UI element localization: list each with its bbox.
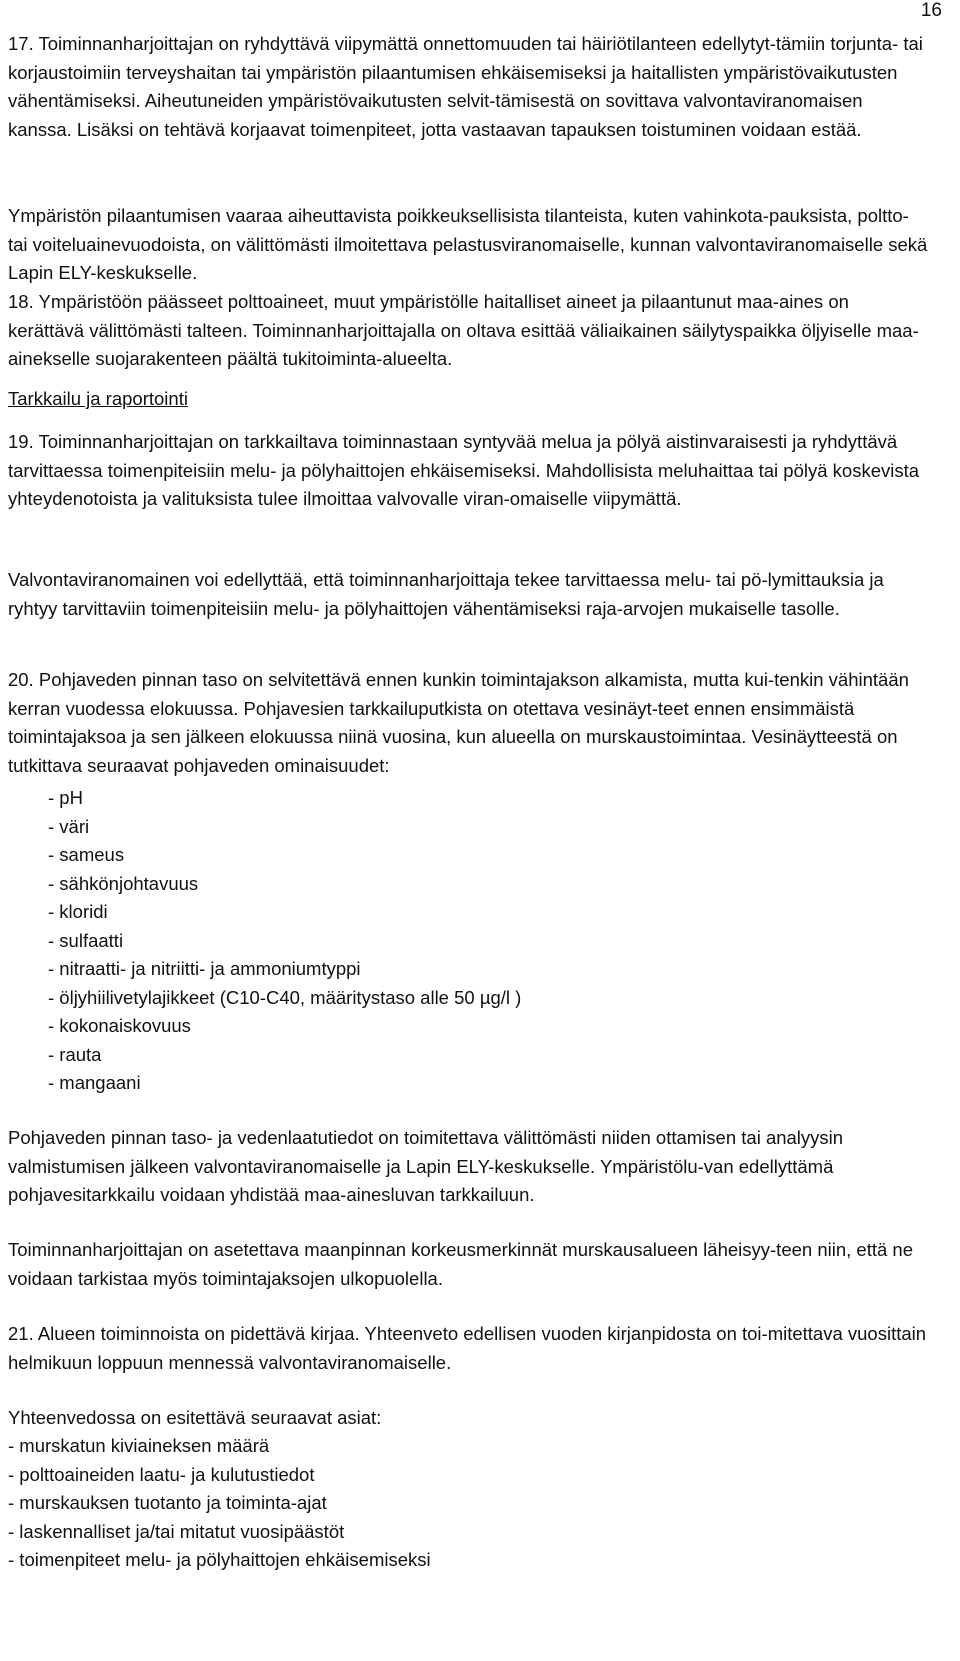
paragraph-21: 21. Alueen toiminnoista on pidettävä kirjaa. Yhteenveto edellisen vuoden kirjanpidosta on toi-mitettava vuosittain helmikuun loppuun mennessä valvontaviranomaiselle. [8,1323,927,1373]
page-number: 16 [920,0,942,21]
summary-items-list [8,1432,431,1575]
list-item: - sameus [48,844,125,865]
list-item: - polttoaineiden laatu- ja kulutustiedot [8,1463,315,1485]
list-item: - nitraatti- ja nitriitti- ja ammoniumtyppi [48,958,361,979]
list-item: - öljyhiilivetylajikkeet (C10-C40, määritystaso alle 50 µg/l ) [48,986,522,1008]
list-item: - mangaani [48,1072,141,1093]
list-item: - pH [48,787,83,808]
list-item: - väri [48,815,90,837]
paragraph-21-summary: Yhteenvedossa on esitettävä seuraavat asiat: [8,1407,382,1428]
list-item: - murskatun kiviaineksen määrä [8,1435,270,1456]
section-heading: Tarkkailu ja raportointi [8,388,188,409]
paragraph-18: 18. Ympäristöön päässeet polttoaineet, muut ympäristölle haitalliset aineet ja pilaantunut maa-aines on kerättävä välittömästi talteen. Toiminnanharjoittajalla on oltava esittää väliaikainen säilytyspaikka öljyiselle maa-ainekselle suojarakenteen päältä tukitoiminta-alueelta. [8,291,919,369]
groundwater-properties-list [48,784,521,1098]
list-item: - toimenpiteet melu- ja pölyhaittojen ehkäisemiseksi [8,1549,431,1570]
paragraph-20-markers: Toiminnanharjoittajan on asetettava maanpinnan korkeusmerkinnät murskausalueen läheisyy-teen niin, että ne voidaan tarkistaa myös toimintajaksojen ulkopuolella. [8,1239,913,1289]
paragraph-17-notice: Ympäristön pilaantumisen vaaraa aiheuttavista poikkeuksellisista tilanteista, kuten vahinkota-pauksista, poltto- tai voiteluainevuodoista, on välittömästi ilmoitettava pelastusviranomaiselle, kunnan valvontaviranomaiselle sekä Lapin ELY-keskukselle. [8,205,928,283]
paragraph-20: 20. Pohjaveden pinnan taso on selvitettävä ennen kunkin toimintajakson alkamista, mutta kui-tenkin vähintään kerran vuodessa elokuussa. Pohjavesien tarkkailuputkista on otettava vesinäyt-teet ennen ensimmäistä toimintajaksoa ja sen jälkeen elokuussa niinä vuosina, kun alueella on murskaustoimintaa. Vesinäytteestä on tutkittava seuraavat pohjaveden ominaisuudet: [8,669,909,776]
paragraph-19: 19. Toiminnanharjoittajan on tarkkailtava toiminnastaan syntyvää melua ja pölyä aistinvaraisesti ja ryhdyttävä tarvittaessa toimenpiteisiin melu- ja pölyhaittojen ehkäisemiseksi. Mahdollisista meluhaittaa tai pölyä koskevista yhteydenotoista ja valituksista tulee ilmoittaa valvovalle viran-omaiselle viipymättä. [8,431,920,509]
list-item: - kokonaiskovuus [48,1015,191,1036]
paragraph-17: 17. Toiminnanharjoittajan on ryhdyttävä viipymättä onnettomuuden tai häiriötilanteen edellytyt-tämiin torjunta- tai korjaustoimiin terveyshaitan tai ympäristön pilaantumisen ehkäisemiseksi ja haitallisten ympäristövaikutusten vähentämiseksi. Aiheutuneiden ympäristövaikutusten selvit-tämisestä on sovittava valvontaviranomaisen kanssa. Lisäksi on tehtävä korjaavat toimenpiteet, jotta vastaavan tapauksen toistuminen voidaan estää. [8,33,923,140]
list-item: - sulfaatti [48,929,124,951]
paragraph-20-reporting: Pohjaveden pinnan taso- ja vedenlaatutiedot on toimitettava välittömästi niiden ottamisen tai analyysin valmistumisen jälkeen valvontaviranomaiselle ja Lapin ELY-keskukselle. Ympäristölu-van edellyttämä pohjavesitarkkailu voidaan yhdistää maa-ainesluvan tarkkailuun. [8,1127,844,1205]
paragraph-19-measurements: Valvontaviranomainen voi edellyttää, että toiminnanharjoittaja tekee tarvittaessa melu- tai pö-lymittauksia ja ryhtyy tarvittaviin toimenpiteisiin melu- ja pölyhaittojen vähentämiseksi raja-arvojen mukaiselle tasolle. [8,569,884,619]
list-item: - rauta [48,1043,102,1065]
list-item: - laskennalliset ja/tai mitatut vuosipäästöt [8,1520,345,1542]
list-item: - murskauksen tuotanto ja toiminta-ajat [8,1492,327,1513]
list-item: - sähkönjohtavuus [48,872,199,894]
list-item: - kloridi [48,901,108,922]
